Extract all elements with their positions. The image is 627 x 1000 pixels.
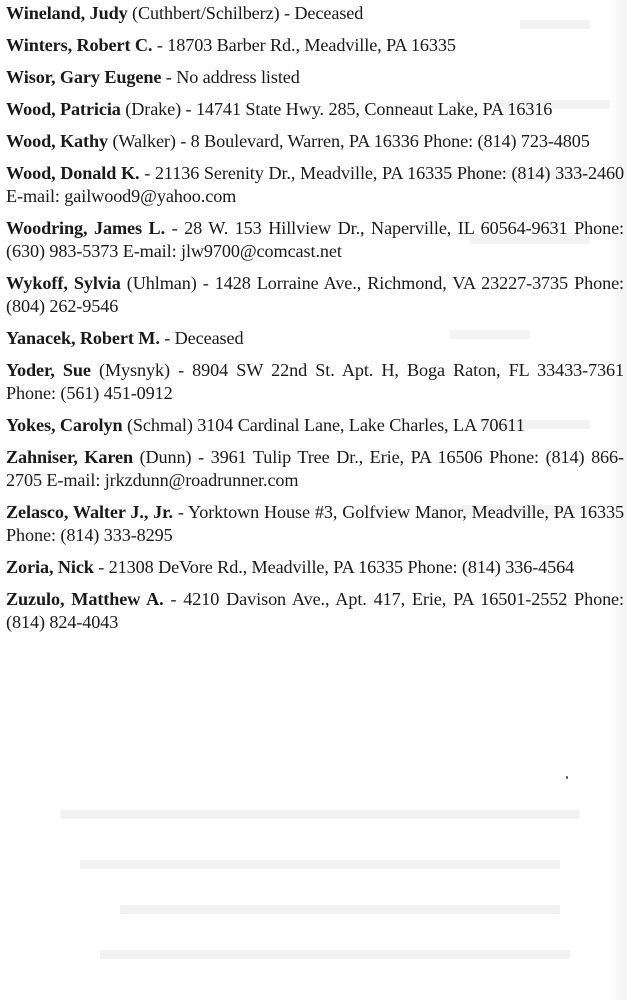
list-item — [6, 501, 624, 547]
list-item — [6, 217, 624, 263]
alumni-address-list — [6, 2, 624, 643]
entry-name: Yanacek, Robert M. — [6, 328, 160, 348]
entry-name: Zoria, Nick — [6, 557, 94, 577]
entry-details: (Walker) - 8 Boulevard, Warren, PA 16336 Phone: (814) 723-4805 — [112, 131, 590, 151]
entry-details: (Uhlman) - 1428 Lorraine Ave., Richmond, VA 23227-3735 Phone: (804) 262-9546 — [6, 273, 625, 316]
entry-name: Zelasco, Walter J., Jr. — [6, 502, 173, 522]
entry-details: (Cuthbert/Schilberz) - Deceased — [132, 3, 364, 23]
entry-name: Yokes, Carolyn — [6, 415, 123, 435]
entry-details: (Drake) - 14741 State Hwy. 285, Conneaut Lake, PA 16316 — [125, 99, 553, 119]
entry-details: (Mysnyk) - 8904 SW 22nd St. Apt. H, Boga Raton, FL 33433-7361 Phone: (561) 451-0912 — [6, 360, 625, 403]
list-item — [6, 446, 624, 492]
list-item — [6, 588, 624, 634]
entry-name: Winters, Robert C. — [6, 35, 153, 55]
list-item — [6, 272, 624, 318]
entry-name: Yoder, Sue — [6, 360, 91, 380]
list-item — [6, 327, 624, 350]
entry-details: - 21308 DeVore Rd., Meadville, PA 16335 Phone: (814) 336-4564 — [98, 557, 575, 577]
entry-name: Wood, Kathy — [6, 131, 108, 151]
list-item — [6, 130, 624, 153]
entry-details: - 21136 Serenity Dr., Meadville, PA 16335 Phone: (814) 333-2460 E-mail: gailwood9@yahoo.com — [6, 163, 624, 206]
list-item — [6, 359, 624, 405]
entry-name: Zahniser, Karen — [6, 447, 133, 467]
entry-details: - 4210 Davison Ave., Apt. 417, Erie, PA 16501-2552 Phone: (814) 824-4043 — [6, 589, 624, 632]
list-item — [6, 34, 624, 57]
entry-name: Wykoff, Sylvia — [6, 273, 121, 293]
entry-details: - 28 W. 153 Hillview Dr., Naperville, IL 60564-9631 Phone: (630) 983-5373 E-mail: jlw9700@comcast.net — [6, 218, 625, 261]
entry-details: - Yorktown House #3, Golfview Manor, Meadville, PA 16335 Phone: (814) 333-8295 — [6, 502, 624, 545]
entry-name: Woodring, James L. — [6, 218, 166, 238]
scan-speck — [566, 776, 568, 779]
list-item — [6, 162, 624, 208]
list-item — [6, 2, 624, 25]
entry-details: - Deceased — [164, 328, 244, 348]
entry-name: Wood, Patricia — [6, 99, 121, 119]
entry-name: Wineland, Judy — [6, 3, 128, 23]
list-item — [6, 66, 624, 89]
entry-details: (Dunn) - 3961 Tulip Tree Dr., Erie, PA 16506 Phone: (814) 866-2705 E-mail: jrkzdunn@roadrunner.com — [6, 447, 625, 490]
list-item — [6, 414, 624, 437]
entry-details: - 18703 Barber Rd., Meadville, PA 16335 — [156, 35, 456, 55]
entry-details: (Schmal) 3104 Cardinal Lane, Lake Charles, LA 70611 — [126, 415, 525, 435]
entry-details: - No address listed — [165, 67, 300, 87]
list-item — [6, 98, 624, 121]
entry-name: Wood, Donald K. — [6, 163, 140, 183]
entry-name: Zuzulo, Matthew A. — [6, 589, 164, 609]
list-item — [6, 556, 624, 579]
entry-name: Wisor, Gary Eugene — [6, 67, 162, 87]
